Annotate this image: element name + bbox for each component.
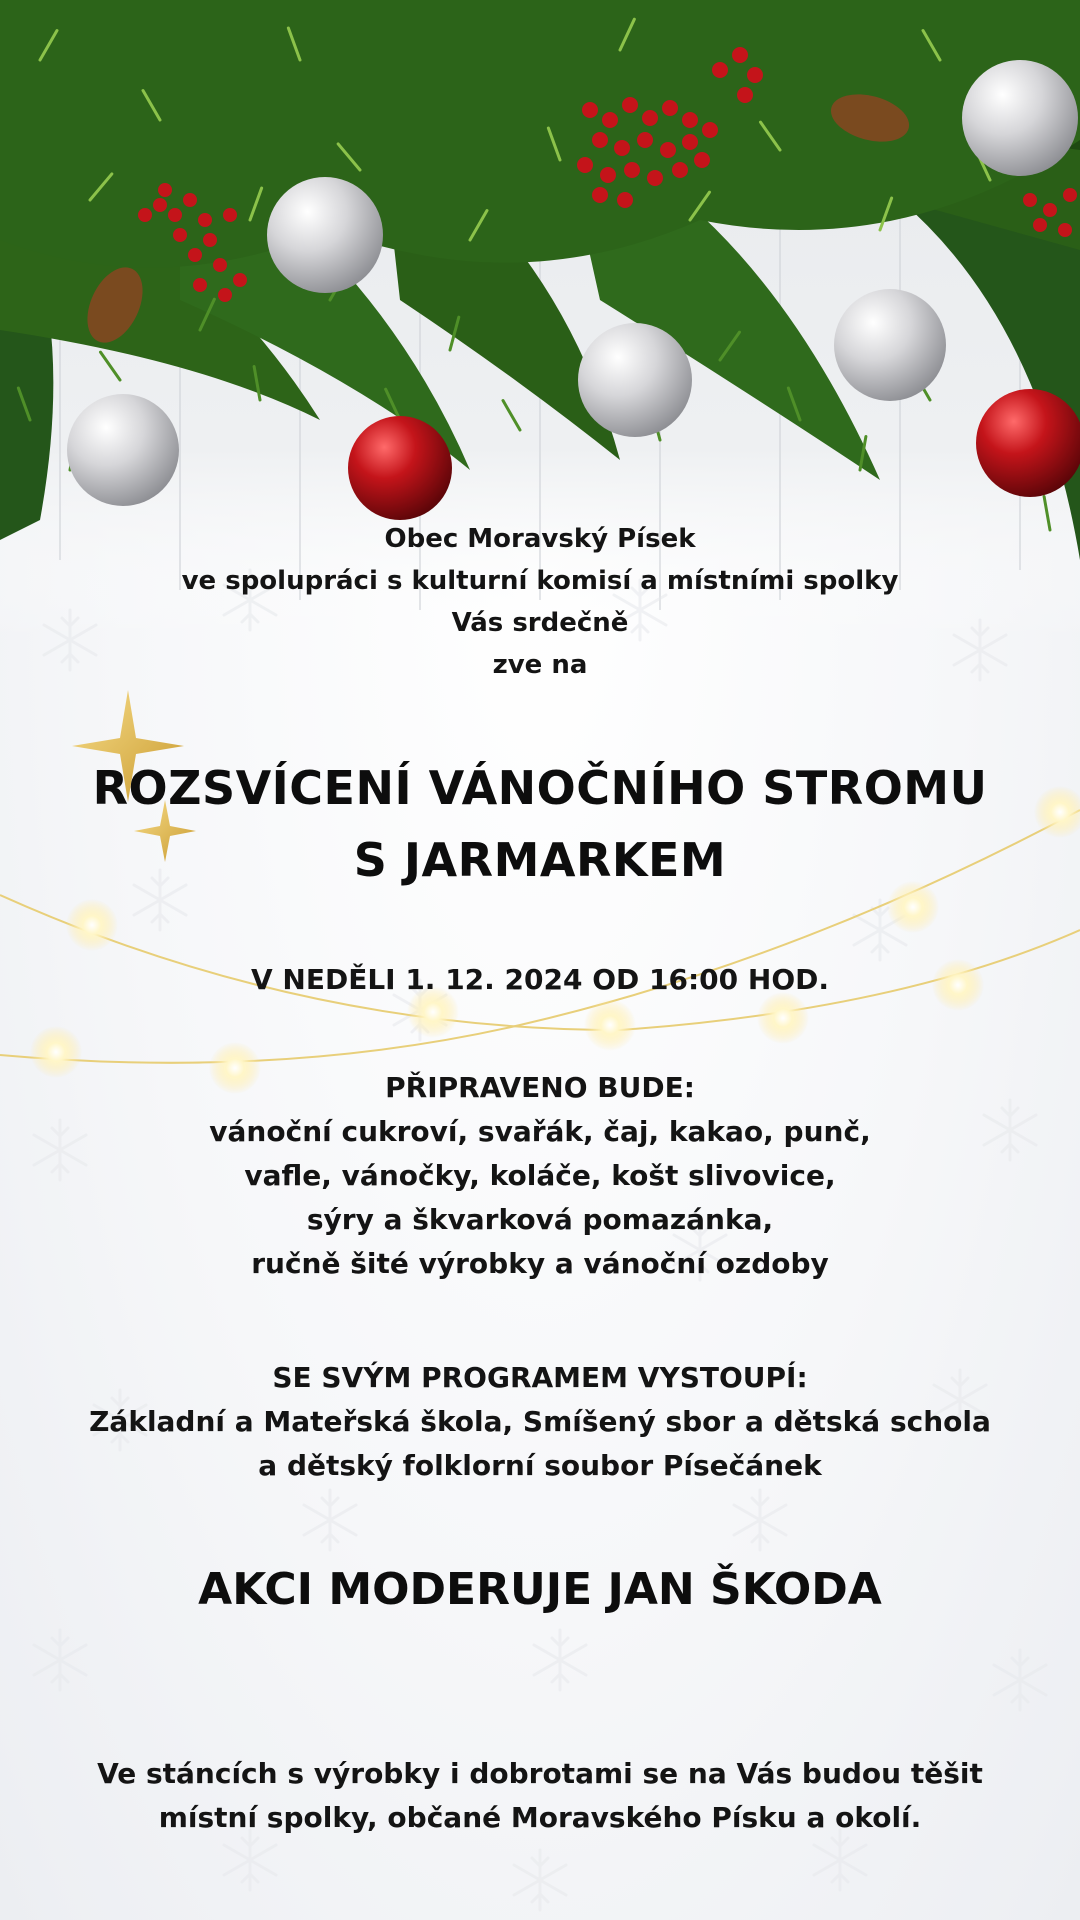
footer-line2: místní spolky, občané Moravského Písku a okolí.: [158, 1801, 922, 1834]
invite-text: zve na: [492, 650, 588, 680]
program-line: Základní a Mateřská škola, Smíšený sbor a dětská schola: [89, 1405, 991, 1438]
event-title-line2: S JARMARKEM: [353, 833, 727, 887]
offerings-section: [0, 1066, 1080, 1286]
moderator-text: AKCI MODERUJE JAN ŠKODA: [198, 1564, 882, 1615]
event-datetime-text: V NEDĚLI 1. 12. 2024 OD 16:00 HOD.: [250, 963, 830, 996]
greeting-text: Vás srdečně: [451, 608, 629, 638]
program-line: a dětský folklorní soubor Písečánek: [258, 1449, 822, 1482]
event-title: [0, 752, 1080, 896]
organizer-text: Obec Moravský Písek: [384, 524, 696, 554]
invitation-intro: [0, 518, 1080, 686]
offerings-item: ručně šité výrobky a vánoční ozdoby: [251, 1247, 829, 1280]
program-heading: SE SVÝM PROGRAMEM VYSTOUPÍ:: [272, 1361, 808, 1394]
partners-text: ve spolupráci s kulturní komisí a místními spolky: [181, 566, 899, 596]
offerings-heading: PŘIPRAVENO BUDE:: [385, 1071, 695, 1104]
offerings-item: vafle, vánočky, koláče, košt slivovice,: [244, 1159, 836, 1192]
footer-line1: Ve stáncích s výrobky i dobrotami se na Vás budou těšit: [97, 1757, 983, 1790]
event-title-line1: ROZSVÍCENÍ VÁNOČNÍHO STROMU: [92, 761, 988, 815]
moderator-section: [0, 1560, 1080, 1620]
offerings-item: sýry a škvarková pomazánka,: [306, 1203, 774, 1236]
offerings-item: vánoční cukroví, svařák, čaj, kakao, punč,: [209, 1115, 871, 1148]
event-datetime: [0, 960, 1080, 1000]
program-section: [0, 1356, 1080, 1488]
footer-note: [0, 1752, 1080, 1840]
